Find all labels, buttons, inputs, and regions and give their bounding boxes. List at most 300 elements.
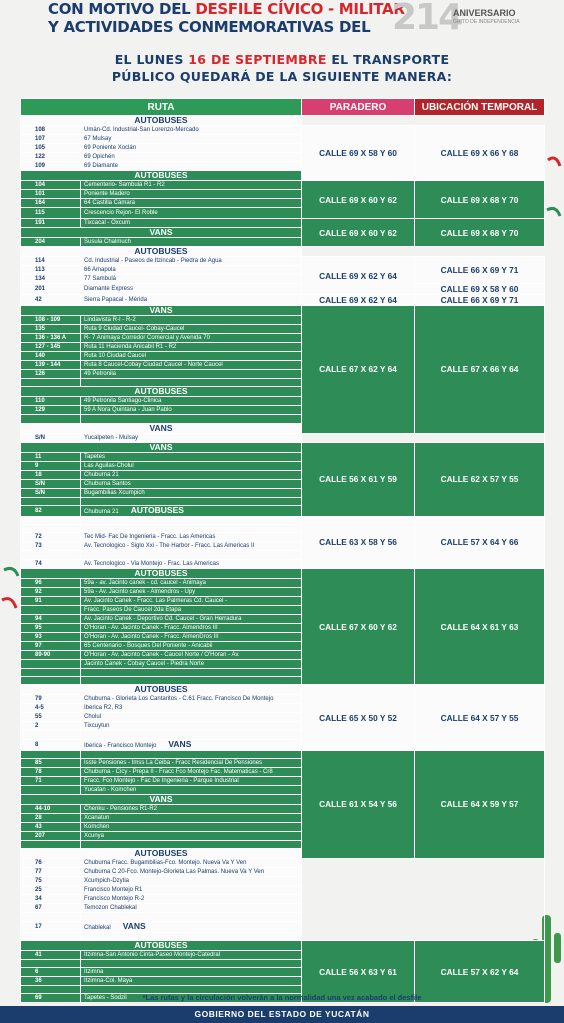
- route-name: [81, 325, 302, 334]
- route-code: [21, 750, 81, 758]
- paradero-cell: CALLE 69 X 62 Y 64: [302, 257, 415, 295]
- route-name: [81, 208, 302, 219]
- route-name-text: Cementerio- Sambulá R1 - R2: [84, 182, 165, 188]
- route-code: 69: [21, 994, 81, 1003]
- route-code: [21, 731, 81, 739]
- route-name: [81, 822, 302, 831]
- section-label: VANS: [21, 442, 302, 452]
- inline-section-label: VANS: [168, 739, 192, 749]
- route-code: [21, 913, 81, 921]
- ubicacion-cell: CALLE 66 X 69 Y 71: [415, 257, 545, 284]
- route-name: [81, 542, 302, 551]
- route-name: [81, 135, 302, 144]
- route-name: [81, 650, 302, 659]
- route-name-text: Tec Mid- Fac De Ingenieria - Fracc. Las Americas: [84, 534, 216, 541]
- ubicacion-cell: CALLE 57 X 62 Y 64: [415, 940, 545, 1003]
- route-code: 129: [21, 406, 81, 415]
- route-name-text: Lindavista R-I - R-2: [84, 317, 136, 323]
- column-header-paradero: PARADERO: [302, 99, 415, 116]
- route-name: [81, 257, 302, 266]
- route-name: [81, 739, 302, 750]
- route-name: [81, 605, 302, 614]
- route-code: [21, 677, 81, 685]
- section-row: [21, 116, 545, 126]
- table-row: [21, 126, 545, 135]
- paradero-cell: CALLE 63 X 58 Y 56: [302, 516, 415, 568]
- route-name-text: Chenku - Pensiones R1-R2: [84, 805, 158, 812]
- route-name: [81, 614, 302, 623]
- route-name: [81, 181, 302, 190]
- route-name-text: 49 Petronila: [84, 371, 117, 377]
- confetti-decoration: [544, 150, 564, 240]
- route-name-text: Cholul: [84, 714, 102, 721]
- section-label: VANS: [21, 423, 302, 433]
- paradero-cell: CALLE 69 X 60 Y 62: [302, 181, 415, 219]
- table-row: [21, 433, 545, 442]
- route-name-text: Xcunya: [84, 832, 105, 839]
- table-row: [21, 913, 545, 921]
- route-name-text: Av. Jacinto Canek - Deportivo Cd. Caucel - Gran Herradura: [84, 615, 242, 622]
- route-name-text: Av. Tecnologico - Siglo Xxi - The Harbor - Fracc. Las Americas II: [84, 543, 255, 550]
- route-name: [81, 379, 302, 387]
- route-code: 101: [21, 190, 81, 199]
- route-code: 104: [21, 181, 81, 190]
- route-code: 207: [21, 831, 81, 840]
- route-name-text: Av. Tecnologico - Via Montejo - Frac. Las Americas: [84, 560, 219, 567]
- route-name: [81, 452, 302, 461]
- route-name: [81, 840, 302, 848]
- route-code: [21, 605, 81, 614]
- table-row: [21, 895, 545, 904]
- route-name: [81, 219, 302, 228]
- route-name-text: Fracc. Fco Montejo - Fac De Ingenieria - Parque Industrial: [84, 777, 239, 784]
- route-code: S/N: [21, 433, 81, 442]
- route-code: 115: [21, 208, 81, 219]
- route-name-text: Ruta 10 Ciudad Caucel: [84, 353, 147, 359]
- route-name-text: Las Aguilas-Cholul: [84, 462, 134, 469]
- paradero-cell: CALLE 69 X 62 Y 64: [302, 295, 415, 306]
- route-name-text: 59a - av. Jacinto canek - cd. caucel - Animaya: [84, 579, 206, 586]
- route-code: 108 - 109: [21, 316, 81, 325]
- section-label: AUTOBUSES: [21, 849, 302, 859]
- route-code: 134: [21, 275, 81, 284]
- route-code: S/N: [21, 479, 81, 488]
- route-name: [81, 750, 302, 758]
- footer-note: *Las rutas y la circulación volverán a la normalidad una vez acabado el desfile: [142, 993, 422, 1002]
- ubicacion-cell: CALLE 57 X 64 Y 66: [415, 516, 545, 568]
- route-name-text: Susula Chalmuch: [84, 239, 132, 245]
- headline-text: CON MOTIVO DEL: [48, 0, 196, 18]
- route-name: [81, 804, 302, 813]
- route-code: [21, 932, 81, 940]
- route-name-text: Chuburna - Cicy - Prepa II - Fracc Fco Montejo Fac. Matematicas - Cr8: [84, 768, 273, 775]
- route-name: [81, 533, 302, 542]
- section-label: AUTOBUSES: [21, 387, 302, 397]
- route-name: [81, 632, 302, 641]
- route-name: [81, 415, 302, 423]
- route-code: 114: [21, 257, 81, 266]
- table-row: [21, 750, 545, 758]
- route-name-text: Diamante Express: [84, 286, 134, 292]
- route-code: S/N: [21, 488, 81, 497]
- route-name-text: 69 Opichén: [84, 154, 115, 160]
- route-name-text: O'Horan - Av. Jacinto Canek - Caucel Norte / O'Horan - Av.: [84, 651, 240, 658]
- route-code: [21, 551, 81, 559]
- route-name: [81, 126, 302, 135]
- route-code: 44-10: [21, 804, 81, 813]
- route-code: 18: [21, 470, 81, 479]
- paradero-cell: CALLE 67 X 60 Y 62: [302, 568, 415, 685]
- paradero-cell: CALLE 61 X 54 Y 56: [302, 750, 415, 859]
- table-row: [21, 181, 545, 190]
- ubicacion-cell: CALLE 62 X 57 Y 55: [415, 442, 545, 516]
- route-code: 191: [21, 219, 81, 228]
- paradero-cell: CALLE 65 X 50 Y 52: [302, 685, 415, 750]
- table-row: [21, 921, 545, 932]
- route-code: [21, 415, 81, 423]
- route-name: [81, 959, 302, 967]
- route-code: 126: [21, 370, 81, 379]
- route-code: 122: [21, 153, 81, 162]
- route-code: 113: [21, 266, 81, 275]
- table-row: [21, 295, 545, 306]
- route-name-text: Jacinto Canek - Cobay Caucel - Piedra Norte: [84, 660, 205, 667]
- ubicacion-cell: CALLE 69 X 58 Y 60: [415, 284, 545, 295]
- route-code: 72: [21, 533, 81, 542]
- route-name: [81, 238, 302, 247]
- route-code: [21, 840, 81, 848]
- logo-number: 214: [392, 0, 462, 38]
- route-code: 4-5: [21, 704, 81, 713]
- route-name-text: O'Horan - Av. Jacinto Canek - Fracc. Almendros III: [84, 624, 218, 631]
- table-row: [21, 932, 545, 940]
- route-code: 42: [21, 295, 81, 306]
- route-name: [81, 479, 302, 488]
- route-name: [81, 406, 302, 415]
- route-code: 164: [21, 199, 81, 208]
- route-name: [81, 677, 302, 685]
- route-name: [81, 758, 302, 767]
- route-name-text: Poniente Madero: [84, 191, 130, 197]
- route-code: 74: [21, 559, 81, 568]
- route-name: [81, 831, 302, 840]
- route-name-text: Temozon Chablekal: [84, 905, 137, 912]
- route-name: [81, 767, 302, 776]
- route-name-text: 65 Centenario - Bosques Del Poniente - Anicabil: [84, 642, 213, 649]
- route-name: [81, 668, 302, 676]
- route-name-text: Umán-Cd. Industrial-San Lorenzo-Mercado: [84, 127, 199, 133]
- paradero-cell: CALLE 69 X 60 Y 62: [302, 219, 415, 247]
- route-name-text: Ruta 8 Caucel-Cobay Ciudad Caucel - Norte Caucel: [84, 362, 223, 368]
- route-name-text: Komchen: [84, 823, 110, 830]
- route-code: 2: [21, 722, 81, 731]
- route-name: [81, 868, 302, 877]
- route-name-text: Tixcacal - Oxcum: [84, 220, 131, 226]
- route-code: 71: [21, 776, 81, 785]
- route-name-text: Tapetes - Sodzil: [84, 995, 127, 1002]
- route-code: 79: [21, 695, 81, 704]
- route-name-text: 66 Amapola: [84, 267, 116, 273]
- route-name: [81, 275, 302, 284]
- route-name-text: 49 Petronila Santiago-Clinica: [84, 398, 162, 405]
- route-code: 89-90: [21, 650, 81, 659]
- route-name: [81, 950, 302, 959]
- route-name: [81, 713, 302, 722]
- route-code: 91: [21, 596, 81, 605]
- route-name-text: Cd. Industrial - Paseos de Itzincab - Piedra de Agua: [84, 258, 222, 264]
- route-code: 34: [21, 895, 81, 904]
- headline-line-1: [48, 0, 405, 18]
- route-name: [81, 162, 302, 171]
- route-name: [81, 199, 302, 208]
- subtitle-line-1: [0, 52, 564, 67]
- route-name-text: Iberica R2, R3: [84, 705, 123, 712]
- route-name: [81, 886, 302, 895]
- table-row: [21, 859, 545, 868]
- table-row: [21, 877, 545, 886]
- route-code: 73: [21, 542, 81, 551]
- route-name-text: R- 7 Animaya Corredor Comercial y Avenida 70: [84, 335, 210, 341]
- route-code: 127 - 145: [21, 343, 81, 352]
- section-label: AUTOBUSES: [21, 116, 302, 126]
- subtitle-line-2: PÚBLICO QUEDARÁ DE LA SIGUIENTE MANERA:: [111, 69, 453, 84]
- route-name-text: Itzimna-San Antonio Cinta-Paseo Montejo-Catedral: [84, 951, 221, 958]
- section-row: [21, 247, 545, 257]
- route-code: 85: [21, 758, 81, 767]
- route-name: [81, 921, 302, 932]
- route-name: [81, 370, 302, 379]
- route-code: 6: [21, 968, 81, 977]
- route-name: [81, 497, 302, 505]
- route-code: [21, 959, 81, 967]
- route-name-text: Francisco Montejo R1: [84, 887, 143, 894]
- route-name: [81, 623, 302, 632]
- route-name: [81, 470, 302, 479]
- route-name: [81, 578, 302, 587]
- route-name-text: Xcumpich-Dzytia: [84, 878, 130, 885]
- section-row: [21, 685, 545, 695]
- subtitle-text: EL TRANSPORTE: [326, 52, 450, 67]
- ubicacion-cell: CALLE 69 X 68 Y 70: [415, 219, 545, 247]
- route-name: [81, 461, 302, 470]
- route-name-text: Chuburna C 20-Fco. Montejo-Glorieta Las Palmas. Nueva Va Y Ven: [84, 869, 265, 876]
- route-name-text: 67 Mulsay: [84, 136, 112, 142]
- route-code: 107: [21, 135, 81, 144]
- route-name: [81, 895, 302, 904]
- route-name-text: Tixcuytun: [84, 723, 110, 730]
- subtitle-date: 16 DE SEPTIEMBRE: [188, 52, 327, 67]
- header: [0, 0, 564, 96]
- route-code: 136 - 136 A: [21, 334, 81, 343]
- route-code: 77: [21, 868, 81, 877]
- route-code: [21, 659, 81, 668]
- route-name: [81, 932, 302, 940]
- ubicacion-cell: CALLE 67 X 66 Y 64: [415, 306, 545, 434]
- headline-highlight: DESFILE CÍVICO - MILITAR: [195, 0, 405, 18]
- route-name-text: 77 Sambulá: [84, 276, 117, 282]
- route-code: 76: [21, 859, 81, 868]
- section-label: AUTOBUSES: [21, 247, 302, 257]
- route-name: [81, 316, 302, 325]
- section-label: AUTOBUSES: [21, 685, 302, 695]
- route-name: [81, 695, 302, 704]
- route-code: 201: [21, 284, 81, 295]
- route-name: [81, 813, 302, 822]
- route-name-text: 69 Poniente Xoclán: [84, 145, 137, 151]
- table-row: [21, 868, 545, 877]
- route-code: [21, 525, 81, 533]
- route-name: [81, 904, 302, 913]
- ubicacion-cell: CALLE 64 X 57 Y 55: [415, 685, 545, 750]
- route-code: [21, 379, 81, 387]
- route-name-text: Chuburna - Glorieta Los Cantaritos - C.61 Fracc. Francisco De Montejo: [84, 696, 274, 703]
- route-name: [81, 397, 302, 406]
- route-code: 67: [21, 904, 81, 913]
- route-name-text: Ruta 9 Ciudad Caucel- Cobay-Caucel: [84, 326, 185, 332]
- route-code: 140: [21, 352, 81, 361]
- route-name: [81, 144, 302, 153]
- column-header-ubicacion: UBICACIÓN TEMPORAL: [415, 99, 545, 116]
- table-row: [21, 257, 545, 266]
- route-code: 95: [21, 623, 81, 632]
- route-code: 8: [21, 739, 81, 750]
- route-name: [81, 295, 302, 306]
- route-name: [81, 776, 302, 785]
- route-name-text: 59 A Nora Quintana - Juan Pablo: [84, 407, 172, 414]
- table-row: [21, 284, 545, 295]
- route-name: [81, 525, 302, 533]
- table-row: [21, 219, 545, 228]
- route-name: [81, 587, 302, 596]
- section-label: AUTOBUSES: [21, 568, 302, 578]
- route-code: 9: [21, 461, 81, 470]
- route-code: 93: [21, 632, 81, 641]
- route-code: 92: [21, 587, 81, 596]
- route-name-text: Chuburna 21: [84, 471, 119, 478]
- route-name-text: O'Horan - Av. Jacinto Canek - Fracc. AlmenDros III: [84, 633, 219, 640]
- paradero-cell: CALLE 56 X 61 Y 59: [302, 442, 415, 516]
- table-row: [21, 516, 545, 524]
- route-code: 17: [21, 921, 81, 932]
- route-name-text: Francisco Montejo R-2: [84, 896, 145, 903]
- route-name-text: Tapetes: [84, 453, 106, 460]
- route-name: [81, 153, 302, 162]
- paradero-cell: CALLE 67 X 62 Y 64: [302, 306, 415, 434]
- route-code: 82: [21, 505, 81, 516]
- route-code: 11: [21, 452, 81, 461]
- route-name: [81, 559, 302, 568]
- route-code: 94: [21, 614, 81, 623]
- ubicacion-cell: CALLE 64 X 59 Y 57: [415, 750, 545, 859]
- route-code: 43: [21, 822, 81, 831]
- route-name-text: Sierra Papacal - Mérida: [84, 297, 148, 303]
- route-name: [81, 266, 302, 275]
- route-name: [81, 731, 302, 739]
- route-name: [81, 596, 302, 605]
- route-name-text: Chuburna 21: [84, 508, 119, 515]
- route-code: 96: [21, 578, 81, 587]
- route-code: [21, 497, 81, 505]
- route-name: [81, 551, 302, 559]
- route-code: 55: [21, 713, 81, 722]
- inline-section-label: AUTOBUSES: [130, 505, 184, 515]
- route-name: [81, 877, 302, 886]
- route-code: 41: [21, 950, 81, 959]
- anniversary-logo: [390, 0, 560, 38]
- section-label: AUTOBUSES: [21, 940, 302, 950]
- route-name: [81, 516, 302, 524]
- table-row: [21, 904, 545, 913]
- routes-table: [20, 98, 545, 1003]
- route-name: [81, 334, 302, 343]
- route-name: [81, 505, 302, 516]
- route-code: 25: [21, 886, 81, 895]
- route-name: [81, 488, 302, 497]
- section-row: [21, 940, 545, 950]
- headline-line-2: Y ACTIVIDADES CONMEMORATIVAS DEL: [48, 18, 371, 36]
- route-code: 139 - 144: [21, 361, 81, 370]
- route-code: 36: [21, 977, 81, 986]
- route-code: 204: [21, 238, 81, 247]
- route-code: 109: [21, 162, 81, 171]
- route-code: 135: [21, 325, 81, 334]
- section-row: [21, 568, 545, 578]
- ubicacion-cell: CALLE 64 X 61 Y 63: [415, 568, 545, 685]
- route-name-text: Av. Jacinto Canek - Fracc. Las Palmeras Cd. Caucel -: [84, 597, 228, 604]
- paradero-cell: CALLE 69 X 58 Y 60: [302, 126, 415, 181]
- route-name-text: Bugambilias Xcumpich: [84, 489, 145, 496]
- route-code: [21, 668, 81, 676]
- route-name-text: Itzimna: [84, 969, 104, 976]
- route-name-text: Chuburna Santos: [84, 480, 131, 487]
- route-name: [81, 913, 302, 921]
- route-code: 105: [21, 144, 81, 153]
- route-name: [81, 785, 302, 794]
- route-name: [81, 433, 302, 442]
- ubicacion-cell: CALLE 69 X 68 Y 70: [415, 181, 545, 219]
- logo-title: ANIVERSARIO: [453, 8, 516, 18]
- route-name: [81, 859, 302, 868]
- confetti-decoration: [0, 560, 22, 630]
- route-name-text: Fracc. Paseos De Caucel 2da Etapa: [84, 606, 182, 613]
- route-name: [81, 284, 302, 295]
- route-name-text: 59a - Av. Jacinto canek - Almendros - Upy: [84, 588, 196, 595]
- route-name-text: Yucalpeten - Mulsay: [84, 434, 139, 441]
- ubicacion-cell: CALLE 66 X 69 Y 71: [415, 295, 545, 306]
- table-row: [21, 886, 545, 895]
- route-code: 78: [21, 767, 81, 776]
- route-name-text: Isste Pensiones - Imss La Ceiba - Fracc Residencial De Pensiones: [84, 759, 263, 766]
- route-code: 75: [21, 877, 81, 886]
- section-label: VANS: [21, 228, 302, 238]
- route-name: [81, 361, 302, 370]
- subtitle-text: EL LUNES: [114, 52, 189, 67]
- footer-bar: GOBIERNO DEL ESTADO DE YUCATÁN: [0, 1006, 564, 1023]
- ubicacion-cell: CALLE 69 X 66 Y 68: [415, 126, 545, 181]
- route-name: [81, 722, 302, 731]
- route-name-text: 64 Castilla Cámara: [84, 200, 136, 206]
- route-name: [81, 968, 302, 977]
- route-code: 28: [21, 813, 81, 822]
- route-name-text: Itzimna-Col. Maya: [84, 978, 133, 985]
- column-header-ruta: RUTA: [21, 99, 302, 116]
- route-name: [81, 641, 302, 650]
- section-label: AUTOBUSES: [21, 171, 302, 181]
- route-name-text: Chablekal: [84, 924, 111, 931]
- route-name: [81, 190, 302, 199]
- route-name: [81, 977, 302, 986]
- route-code: 110: [21, 397, 81, 406]
